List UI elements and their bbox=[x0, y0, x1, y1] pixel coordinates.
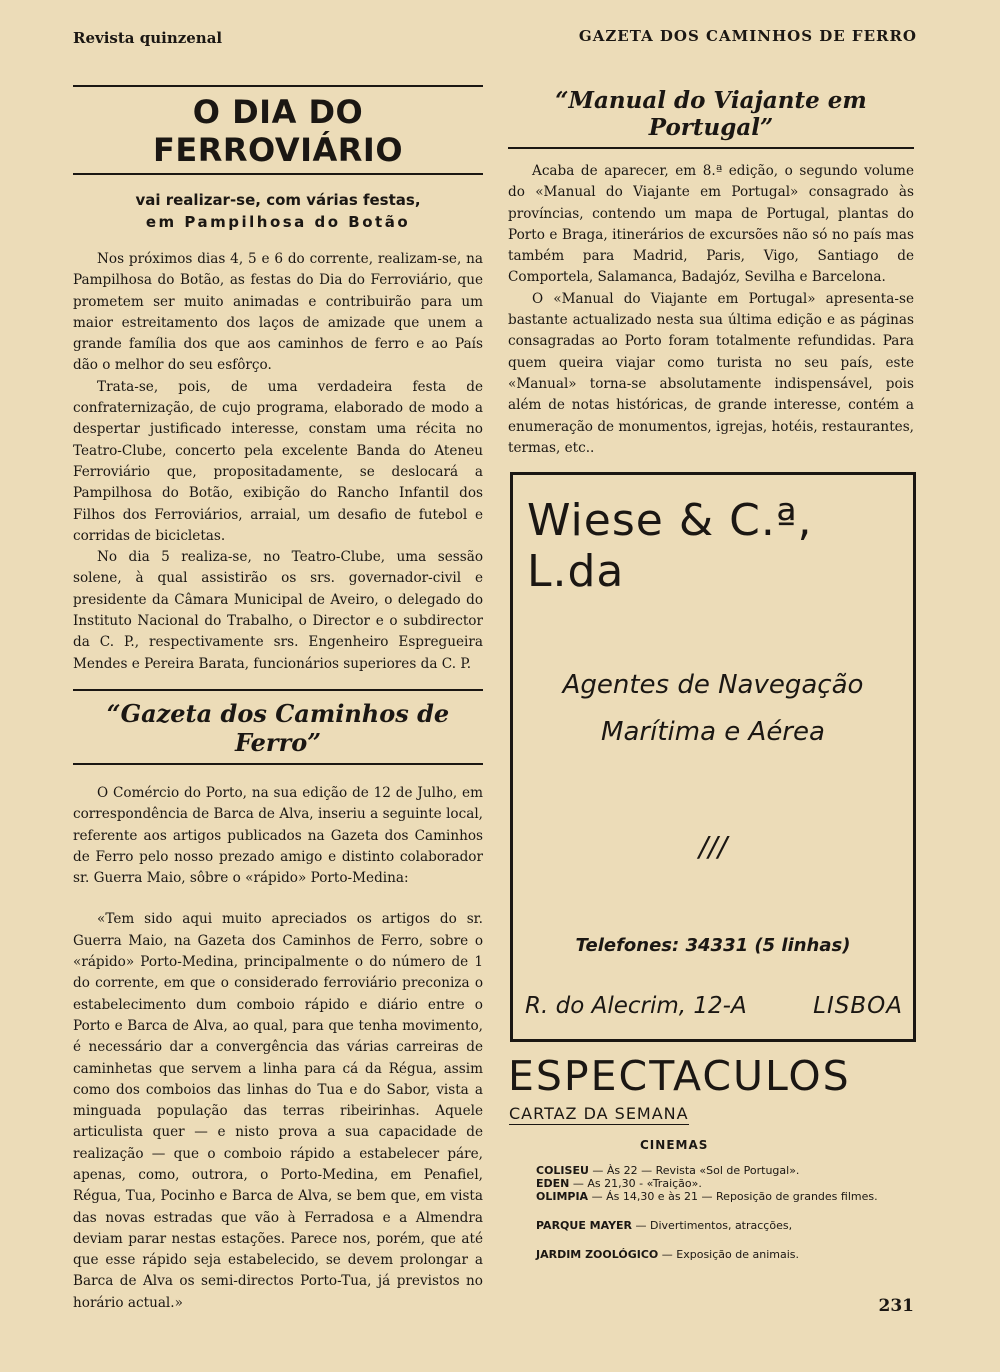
listing-name: JARDIM ZOOLÓGICO bbox=[536, 1248, 659, 1261]
listing-item bbox=[536, 1219, 792, 1232]
listing-item bbox=[536, 1248, 799, 1261]
article3-title: “Manual do Viajante em Portugal” bbox=[555, 87, 867, 141]
article3-paragraph: Acaba de aparecer, em 8.ª edição, o segundo volume do «Manual do Viajante em Portugal» consagrado às províncias, contendo um mapa de Portugal, plantas do Porto e Braga, itinerários de excursões não só no país mas também para Madrid, Paris, Vigo, Santiago de Comportela, Salamanca, Badajóz, Sevilha e Barcelona. bbox=[508, 163, 914, 286]
advert-box bbox=[510, 472, 916, 1042]
article1-paragraph: No dia 5 realiza-se, no Teatro-Clube, uma sessão solene, à qual assistirão os srs. governador-civil e presidente da Câmara Municipal de Aveiro, o delegado do Instituto Nacional do Trabalho, o Director e o subdirector da C. P., respectivamente srs. Engenheiro Espregueira Mendes e Pereira Barata, funcionários superiores da C. P. bbox=[73, 549, 483, 672]
article2-title: “Gazeta dos Caminhos de Ferro” bbox=[106, 698, 450, 757]
subtitle-line-2: em Pampilhosa do Botão bbox=[145, 213, 411, 231]
advert-mark: /// bbox=[698, 830, 728, 863]
listing-text: — Às 22 — Revista «Sol de Portugal». bbox=[588, 1164, 800, 1177]
article1-title: O DIA DO FERROVIÁRIO bbox=[152, 93, 404, 169]
spectacles-title: ESPECTACULOS bbox=[508, 1052, 851, 1100]
advert-company: Wiese & C.ª, L.da bbox=[527, 495, 813, 597]
advert-city: LISBOA bbox=[813, 993, 903, 1019]
article1-paragraph: Nos próximos dias 4, 5 e 6 do corrente, realizam-se, na Pampilhosa do Botão, as festas do Dia do Ferroviário, que prometem ser muito animadas e contribuirão para um maior estreitamento dos laços de amizade que unem a grande família dos que aos caminhos de ferro e ao País dão o melhor do seu esfôrço. bbox=[73, 251, 483, 374]
header-left: Revista quinzenal bbox=[73, 29, 223, 47]
listing-text: — As 21,30 - «Traição». bbox=[569, 1177, 702, 1190]
advert-line-2: Marítima e Aérea bbox=[601, 717, 825, 747]
article1-paragraph: Trata-se, pois, de uma verdadeira festa de confraternização, de cujo programa, elaborado de modo a despertar justificado interesse, constam uma récita no Teatro-Clube, concerto pela excelente Banda do Ateneu Ferroviário que, propositadamente, se deslocará a Pampilhosa do Botão, exibição do Rancho Infantil dos Filhos dos Ferroviários, arraial, um desafio de futebol e corridas de bicicletas. bbox=[73, 378, 483, 544]
right-column bbox=[508, 85, 914, 459]
advert-address: R. do Alecrim, 12-A bbox=[525, 993, 747, 1019]
page-number: 231 bbox=[878, 1296, 914, 1316]
advert-line-1: Agentes de Navegação bbox=[562, 670, 864, 700]
spectacles-subtitle: CARTAZ DA SEMANA bbox=[509, 1104, 689, 1123]
listing-text: — Divertimentos, atracções, bbox=[632, 1219, 793, 1232]
listing-text: — Exposição de animais. bbox=[658, 1248, 800, 1261]
listing-item bbox=[536, 1177, 702, 1190]
listing-name: PARQUE MAYER bbox=[536, 1219, 633, 1232]
listing-name: OLIMPIA bbox=[536, 1190, 589, 1203]
spectacles-category: CINEMAS bbox=[640, 1138, 709, 1152]
listing-name: COLISEU bbox=[536, 1164, 589, 1177]
subtitle-line-1: vai realizar-se, com várias festas, bbox=[135, 191, 421, 209]
article2-paragraph: O Comércio do Porto, na sua edição de 12 de Julho, em correspondência de Barca de Alva, inseriu a seguinte local, referente aos artigos publicados na Gazeta dos Caminhos de Ferro pelo nosso prezado amigo e distinto colaborador sr. Guerra Maio, sôbre o «rápido» Porto-Medina: bbox=[73, 784, 483, 887]
article2-quote: «Tem sido aqui muito apreciados os artigos do sr. Guerra Maio, na Gazeta dos Caminhos de Ferro, sobre o «rápido» Porto-Medina, principalmente o do número de 1 do corrente, em que o considerado ferroviário preconiza o estabelecimento dum comboio rápido e diário entre o Porto e Barca de Alva, ao qual, para que tenha movimento, é necessário dar a convergência das várias carreiras de caminhetas que servem a linha para cá da Régua, assim como dos comboios das linhas do Tua e do Sabor, vista a minguada população das terras ribeirinhas. Aquele articulista quer — e nisto prova a sua capacidade de realização — que o comboio rápido a estabelecer páre, apenas, como, outrora, o Porto-Medina, em Penafiel, Régua, Tua, Pocinho e Barca de Alva, se bem que, em vista das novas estradas que vão à Ferradosa e a Almendra deviam parar nestas estações. Parece nos, porém, que até que esse rápido seja estabelecido, se devem prolongar a Barca de Alva os semi-directos Porto-Tua, já previstos no horário actual.» bbox=[73, 911, 483, 1311]
listing-name: EDEN bbox=[536, 1177, 570, 1190]
advert-phone: Telefones: 34331 (5 linhas) bbox=[575, 935, 851, 956]
listing-item bbox=[536, 1164, 799, 1177]
listing-item bbox=[536, 1190, 878, 1203]
header-right: GAZETA DOS CAMINHOS DE FERRO bbox=[578, 27, 917, 45]
article1-subtitle bbox=[73, 189, 483, 233]
article3-paragraph: O «Manual do Viajante em Portugal» apresenta-se bastante actualizado nesta sua última edição e as páginas consagradas ao Porto foram totalmente refundidas. Para quem queira viajar como turista no seu país, este «Manual» torna-se absolutamente indispensável, pois além de notas históricas, de grande interesse, contém a enumeração de monumentos, igrejas, hotéis, restaurantes, termas, etc.. bbox=[508, 290, 914, 456]
listing-text: — Ás 14,30 e às 21 — Reposição de grandes filmes. bbox=[588, 1190, 878, 1203]
left-column bbox=[73, 85, 483, 1314]
rule-bottom bbox=[73, 173, 483, 175]
